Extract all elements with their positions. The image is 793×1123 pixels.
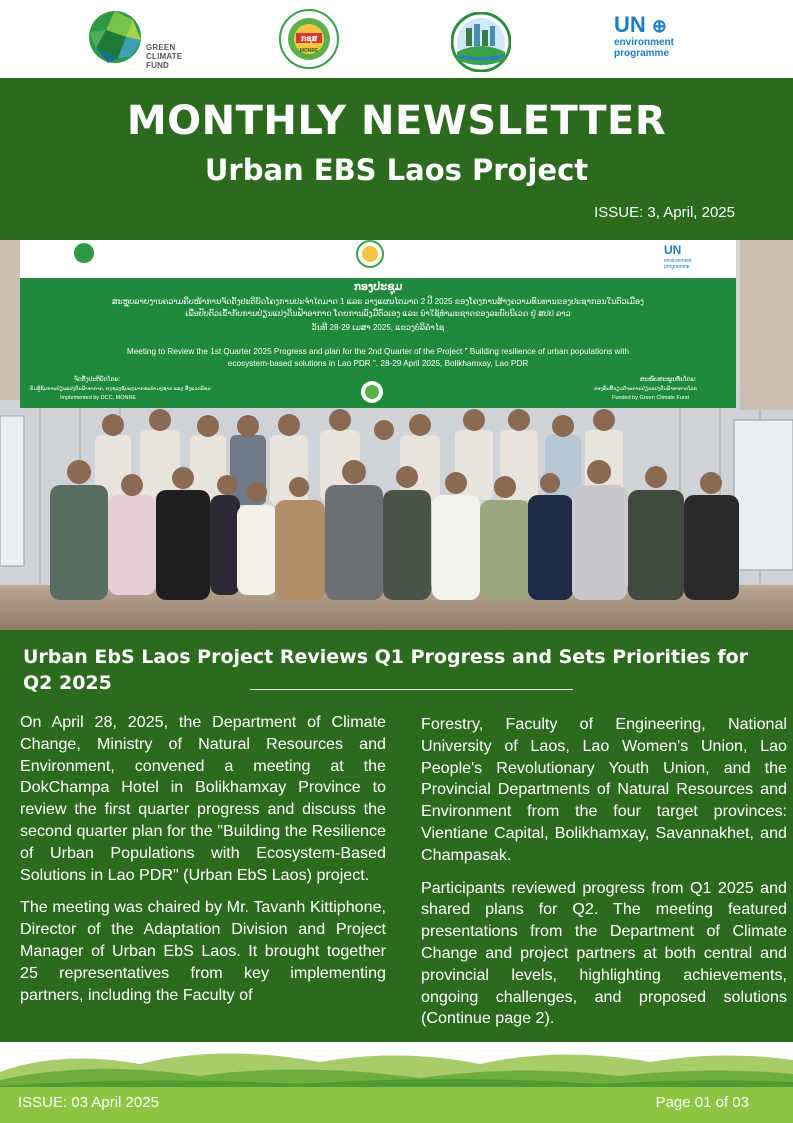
banner-lao-date: ວັນທີ 28-29 ເມສາ 2025, ແຂວງບໍລິຄໍາໄຊ bbox=[311, 323, 445, 332]
group-photo bbox=[0, 240, 793, 630]
gcf-wordmark: GREEN CLIMATE FUND bbox=[146, 43, 183, 70]
article-column-right bbox=[421, 714, 787, 1041]
article-paragraph: The meeting was chaired by Mr. Tavanh Kittiphone, Director of the Adaptation Division and Project Manager of Urban EbS Laos. It brought together 25 representatives from key implementing partners, including the Faculty of bbox=[20, 898, 386, 1004]
banner-fund-lao2: ກອງທຶນສີຂຽວດ້ານການປ່ຽນແປງດິນຟ້າອາກາດໂລກ bbox=[594, 386, 698, 392]
newsletter-title: MONTHLY NEWSLETTER bbox=[126, 98, 667, 144]
meeting-banner bbox=[20, 240, 736, 408]
monre-lao-text: ກຊສ bbox=[300, 34, 318, 43]
footer-page-number: Page 01 of 03 bbox=[655, 1094, 749, 1111]
gcf-globe-icon bbox=[88, 10, 144, 66]
article-paragraph: Forestry, Faculty of Engineering, National University of Laos, Lao Women's Union, Lao People's Revolutionary Youth Union, and the Provincial Departments of Natural Resources and Environment from the four target provinces: Vientiane Capital, Bolikhamxay, Savannakhet, and Champasak. bbox=[421, 715, 787, 864]
unep-logo: UN ⊕ environment programme bbox=[614, 12, 675, 59]
footer-issue: ISSUE: 03 April 2025 bbox=[18, 1094, 159, 1111]
issue-label: ISSUE: 3, April, 2025 bbox=[594, 204, 735, 221]
article-section bbox=[0, 630, 793, 1042]
monre-logo bbox=[279, 9, 339, 69]
svg-text:UN: UN bbox=[664, 243, 682, 257]
un-emblem-icon: ⊕ bbox=[651, 16, 667, 36]
green-climate-fund-logo bbox=[88, 10, 208, 68]
newsletter-subtitle: Urban EBS Laos Project bbox=[204, 153, 589, 187]
hills-decoration bbox=[0, 1042, 793, 1087]
banner-lao-title: ກອງປະຊຸມ bbox=[353, 281, 403, 293]
article-headline: Urban EbS Laos Project Reviews Q1 Progress and Sets Priorities for Q2 2025 bbox=[23, 646, 749, 694]
banner-impl-lao: ຈັດຕັ້ງປະຕິບັດໂດຍ: bbox=[74, 377, 121, 383]
svg-text:programme: programme bbox=[664, 264, 690, 270]
svg-text:environment: environment bbox=[664, 258, 692, 264]
banner-lao-line1: ສະຫຼຸບລາຍງານຄວາມຄືບໜ້າການຈັດຕັ້ງປະຕິບັດໂຄງການປະຈຳໄຕມາດ 1 ແລະ ວາງແຜນໄຕມາດ 2 ປີ 2025 ຂອງໂຄງການສ້າງຄວາມທົນທານຂອງປະຊາກອນໃນຕົວເມືອງ bbox=[112, 297, 644, 306]
monre-abbrev: MONRE bbox=[299, 48, 319, 54]
article-paragraph: On April 28, 2025, the Department of Climate Change, Ministry of Natural Resources and Environment, convened a meeting at the DokChampa Hotel in Bolikhamxay Province to review the first quarter progress and discuss the second quarter plan for the "Building the Resilience of Urban Populations with Ecosystem-Based Solutions in Lao PDR" (Urban EbS Laos) project. bbox=[20, 713, 386, 884]
banner-impl-en: Implemented by DCC, MONRE bbox=[60, 395, 137, 401]
banner-lao-line2: ເພື່ອປັບຕົວເຂົ້າກັບການປ່ຽນແປງດິນຟ້າອາກາດ ໂດຍການລົງມືຕົວເອງ ແລະ ນຳໃຊ້ທຳມະຊາດຂອງລະບົບນິເວດ ຢູ່ ສປປ ລາວ bbox=[185, 309, 571, 318]
banner-en-line2: ecosystem-based solutions in Lao PDR ". 28-29 April 2025, Bolikhamxay, Lao PDR bbox=[227, 359, 529, 368]
page-footer bbox=[0, 1087, 793, 1123]
banner-fund-lao: ສະໜັບສະໜູນທຶນໂດຍ: bbox=[640, 377, 697, 383]
urban-ebs-logo bbox=[451, 12, 511, 72]
banner-en-line1: Meeting to Review the 1st Quarter 2025 Progress and plan for the 2nd Quarter of the Project " Building resilience of urban populations with bbox=[126, 347, 630, 356]
partner-logos bbox=[0, 0, 793, 78]
article-paragraph: Participants reviewed progress from Q1 2025 and shared plans for Q2. The meeting featured presentations from the Department of Climate Change and project partners at both central and provincial levels, highlighting achievements, ongoing challenges, and proposed solutions (Continue page 2). bbox=[421, 878, 787, 1028]
headline-divider bbox=[250, 689, 573, 690]
banner-fund-en: Funded by Green Climate Fund bbox=[612, 395, 690, 401]
newsletter-header bbox=[0, 78, 793, 240]
banner-impl-lao2: ກົມສູ້ຊົນການປ່ຽນແປງດິນຟ້າອາກາດ, ກະຊວງຊັບພະຍາກອນທຳມະຊາດ ແລະ ສິ່ງແວດລ້ອມ bbox=[30, 386, 211, 392]
article-column-left bbox=[20, 712, 386, 1017]
